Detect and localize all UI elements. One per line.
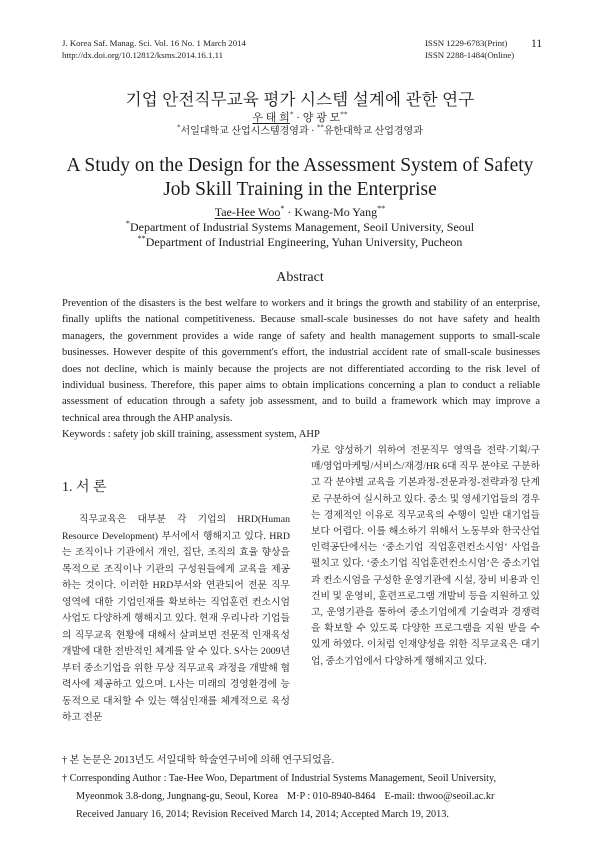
en-author-1-mark: * xyxy=(280,204,285,213)
section-heading: 1. 서 론 xyxy=(62,480,107,495)
abstract-text: Prevention of the disasters is the best welfare to workers and it brings the growth and stability of an enterprise, finally uplifts the national competitiveness. Because small-scale businesses do not have safety and health managers, the government provides a wide range of safety and health management supports to small-scale businesses. However despite of this government's effort, the industrial accident rate of small-scale businesses does not decline, which is mainly because the projects are not differentiated according to the risk level of individual business. Therefore, this paper aims to obtain implications concerning a plan to conduct a reliable assessment of education through a safety job assessment, and to build a framework which may improve a technical area through the AHP analysis. xyxy=(62,298,540,424)
dept-1-text: Department of Industrial Systems Management, Seoil University, Seoul xyxy=(129,220,475,234)
funding-footnote: † 본 논문은 2013년도 서일대학 학술연구비에 의해 연구되었음. xyxy=(62,755,335,766)
korean-affiliation-1: 서일대학교 산업시스템경영과 xyxy=(180,126,309,137)
running-header-left xyxy=(62,37,246,61)
issn-online: ISSN 2288-1484(Online) xyxy=(425,50,515,60)
english-authors xyxy=(0,205,600,220)
body-column-left: 직무교육은 대부분 각 기업의 HRD(Human Resource Development) 부서에서 행해지고 있다. HRD는 조직이나 기관에서 개인, 집단, 조직의 효율 향상을 목적으로 조직이나 기관의 구성원들에게 교육을 제공하는 것이다. 이러한 HRD부서와 연관되어 전문 직무 영역에 대한 기업인재를 확보하는 직업훈련 컨소시엄 사업도 다양하게 행해지고 있다. 현재 우리나라 기업들의 직무교육 현황에 대해서 살펴보면 전문적 인재육성 개발에 대한 전반적인 체계를 알 수 있다. S사는 2009년부터 중소기업을 위한 무상 직무교육 과정을 개발해 협력사에 제공하고 있으며. L사는 미래의 경영환경에 능동적으로 대처할 수 있는 핵심인재를 체계적으로 육성하고 전문 xyxy=(62,514,290,723)
author-2-mark: ** xyxy=(340,109,348,119)
english-title-line-2: Job Skill Training in the Enterprise xyxy=(163,179,437,200)
english-title-line-1: A Study on the Design for the Assessment System of Safety xyxy=(66,155,534,176)
body-column-right: 가로 양성하기 위하여 전문직무 영역을 전략·기획/구매/영업마케팅/서비스/재경/HR 6대 직무 분야로 구분하고 각 분야별 교육을 기본과정-전문과정-전략과정 단계로 구분하여 실시하고 있다. 중소 및 영세기업들의 경우는 경제적인 이유로 직무교육의 수행이 일반 대기업들보다 어렵다. 이를 해소하기 위해서 노동부와 한국산업인력공단에서는 ‘중소기업 직업훈련컨소시엄’ 사업을 펼치고 있다. ‘중소기업 직업훈련컨소시엄’은 중소기업과 컨소시엄을 구성한 운영기관에 시설, 장비 비용과 인건비 및 운영비, 훈련프로그램 개발비 등을 지원하고 있고, 운영기관을 통하여 중소기업에게 기술력과 경쟁력을 확보할 수 있도록 다양한 프로그램을 지원 받을 수 있게 하였다. 이처럼 인재양성을 위한 직무교육은 대기업, 중소기업에서 다양하게 행해지고 있다. xyxy=(311,445,540,667)
korean-author-1: 우 태 희 xyxy=(252,112,290,124)
abstract-heading: Abstract xyxy=(276,270,324,285)
korean-author-2: 양 광 모 xyxy=(302,112,341,124)
contact-line xyxy=(62,788,496,806)
email-label: E-mail: xyxy=(384,791,418,802)
abstract xyxy=(62,296,540,444)
english-affiliation-2 xyxy=(0,235,600,250)
running-header-right xyxy=(425,37,514,61)
en-author-separator: · xyxy=(284,205,295,219)
korean-title: 기업 안전직무교육 평가 시스템 설계에 관한 연구 xyxy=(125,90,475,109)
korean-affiliations xyxy=(0,125,600,138)
en-author-2-mark: ** xyxy=(377,204,386,213)
affil-separator: · xyxy=(308,126,317,137)
page-number: 11 xyxy=(531,38,543,50)
corresponding-author-footnote: † Corresponding Author : Tae-Hee Woo, Department of Industrial Systems Management, Seoil University, xyxy=(62,773,496,784)
address: Myeonmok 3.8-dong, Jungnang-gu, Seoul, Korea xyxy=(76,791,279,802)
affil-1-mark: * xyxy=(177,124,181,132)
english-affiliations xyxy=(0,220,600,250)
email-address[interactable]: thwoo@seoil.ac.kr xyxy=(417,791,495,802)
korean-authors xyxy=(0,111,600,125)
english-title xyxy=(0,154,600,202)
dept-2-mark: ** xyxy=(137,234,146,243)
keywords xyxy=(62,427,540,443)
keywords-list: safety job skill training, assessment system, AHP xyxy=(113,429,320,441)
english-author-1: Tae-Hee Woo xyxy=(214,205,281,219)
affil-2-mark: ** xyxy=(316,124,324,132)
journal-citation: J. Korea Saf. Manag. Sci. Vol. 16 No. 1 March 2014 xyxy=(62,38,246,48)
author-separator: · xyxy=(293,112,303,124)
dept-2-text: Department of Industrial Engineering, Yuhan University, Pucheon xyxy=(145,235,463,249)
dept-1-mark: * xyxy=(125,219,130,228)
phone: M·P : 010-8940-8464 xyxy=(287,791,376,802)
received-dates: Received January 16, 2014; Revision Received March 14, 2014; Accepted March 19, 2013. xyxy=(76,809,449,820)
keywords-label: Keywords : xyxy=(62,429,114,441)
english-author-2: Kwang-Mo Yang xyxy=(294,205,378,219)
author-1-mark: * xyxy=(289,109,294,119)
issn-print: ISSN 1229-6783(Print) xyxy=(425,38,508,48)
english-affiliation-1 xyxy=(0,220,600,235)
footnotes xyxy=(62,752,496,824)
doi-link[interactable]: http://dx.doi.org/10.12812/ksms.2014.16.1.11 xyxy=(62,50,224,60)
korean-affiliation-2: 유한대학교 산업경영과 xyxy=(323,126,423,137)
